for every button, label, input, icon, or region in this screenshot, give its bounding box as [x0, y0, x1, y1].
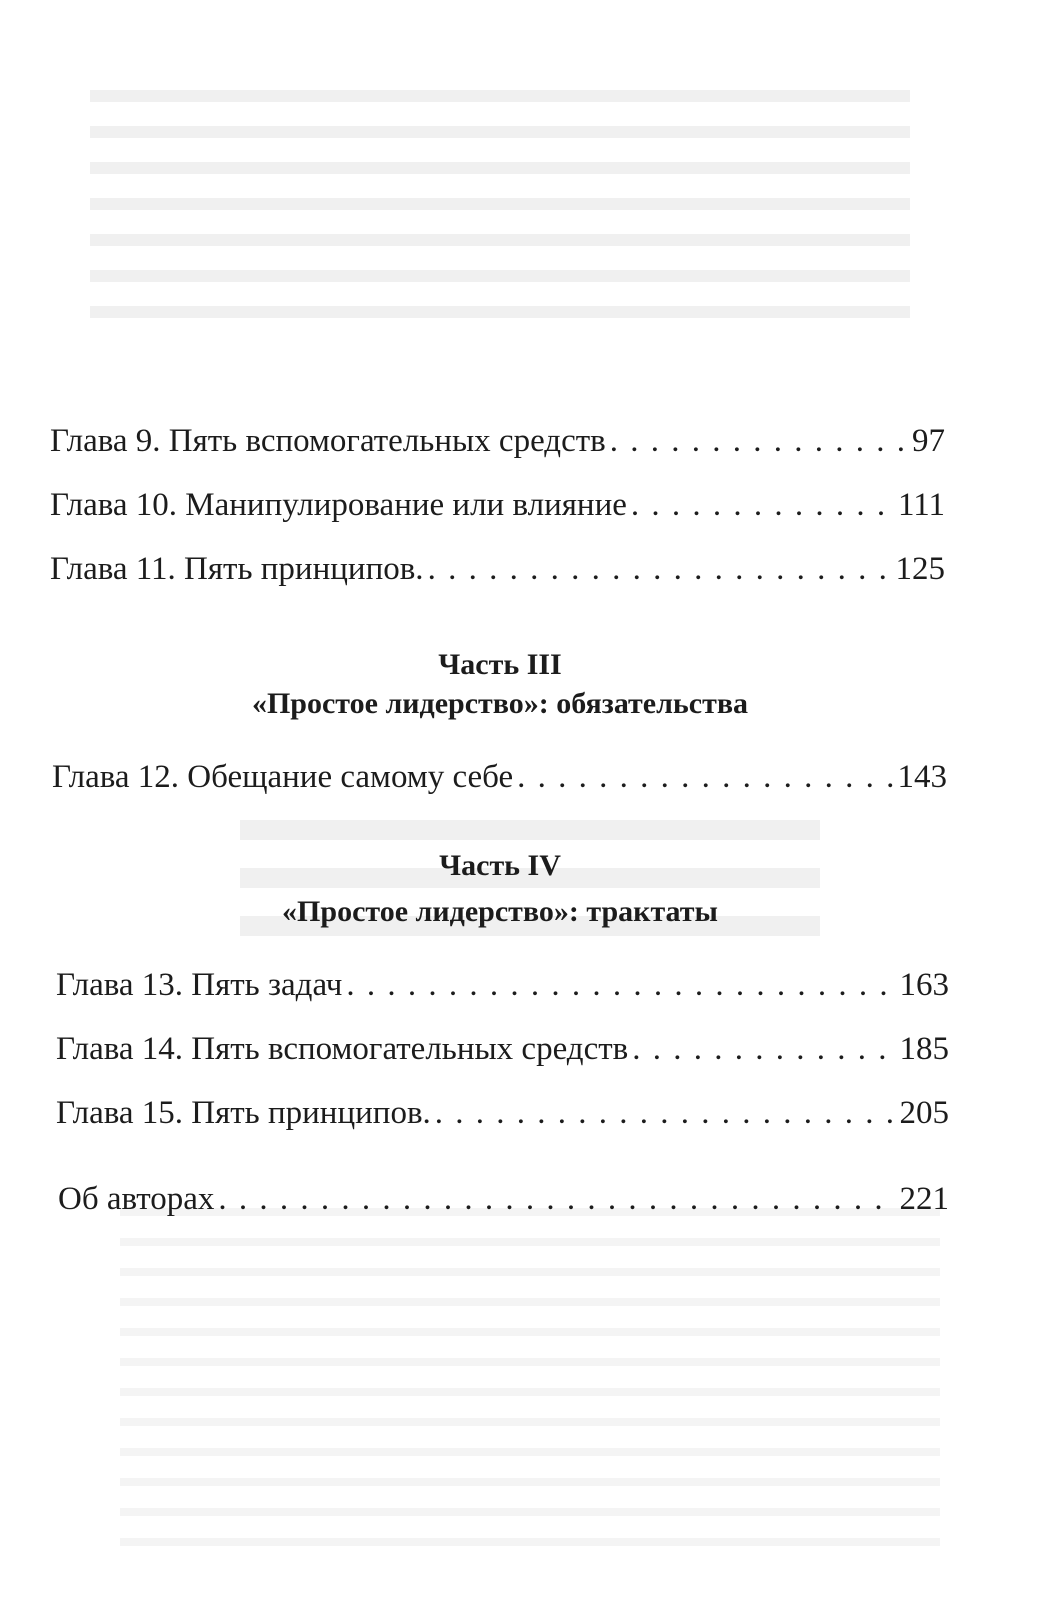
toc-entry-page: 125	[895, 551, 945, 587]
bleed-through-block-top	[90, 80, 910, 340]
toc-entry-chapter-13[interactable]	[56, 962, 949, 1008]
toc-entry-title: Глава 13. Пять задач	[56, 967, 343, 1003]
toc-entry-chapter-15[interactable]	[56, 1090, 949, 1136]
toc-entry-page: 97	[912, 423, 945, 459]
part-4-heading: Часть IV	[439, 849, 561, 882]
toc-entry-page: 205	[899, 1095, 949, 1131]
toc-entry-chapter-11[interactable]	[50, 546, 945, 592]
part-3-subtitle: «Простое лидерство»: обязательства	[251, 687, 749, 720]
toc-entry-title: Глава 14. Пять вспомогательных средств	[56, 1031, 629, 1067]
dot-leader	[517, 754, 893, 800]
toc-entry-title: Глава 11. Пять принципов.	[50, 551, 424, 587]
toc-entry-page: 163	[899, 967, 949, 1003]
toc-entry-page: 185	[899, 1031, 949, 1067]
toc-entry-chapter-14[interactable]	[56, 1026, 949, 1072]
part-3-heading: Часть III	[438, 648, 562, 681]
toc-entry-chapter-12[interactable]	[52, 754, 947, 800]
toc-entry-chapter-10[interactable]	[50, 482, 945, 528]
toc-entry-page: 143	[897, 759, 947, 795]
dot-leader	[632, 1026, 895, 1072]
dot-leader	[610, 418, 908, 464]
toc-entry-title: Глава 12. Обещание самому себе	[52, 759, 514, 795]
toc-entry-title: Глава 10. Манипулирование или влияние	[50, 487, 627, 523]
dot-leader	[346, 962, 895, 1008]
dot-leader	[631, 482, 894, 528]
dot-leader	[428, 546, 892, 592]
toc-entry-page: 111	[897, 487, 945, 523]
toc-entry-title: Глава 15. Пять принципов.	[56, 1095, 431, 1131]
toc-entry-title: Об авторах	[58, 1181, 215, 1217]
bleed-through-block-mid	[240, 810, 820, 960]
toc-entry-about-authors[interactable]	[58, 1176, 949, 1222]
dot-leader	[435, 1090, 896, 1136]
part-4-subtitle: «Простое лидерство»: трактаты	[282, 895, 718, 928]
toc-entry-page: 221	[899, 1181, 949, 1217]
toc-entry-title: Глава 9. Пять вспомогательных средств	[50, 423, 606, 459]
bleed-through-block-lower	[120, 1200, 940, 1560]
toc-entry-chapter-9[interactable]	[50, 418, 945, 464]
dot-leader	[218, 1176, 895, 1222]
